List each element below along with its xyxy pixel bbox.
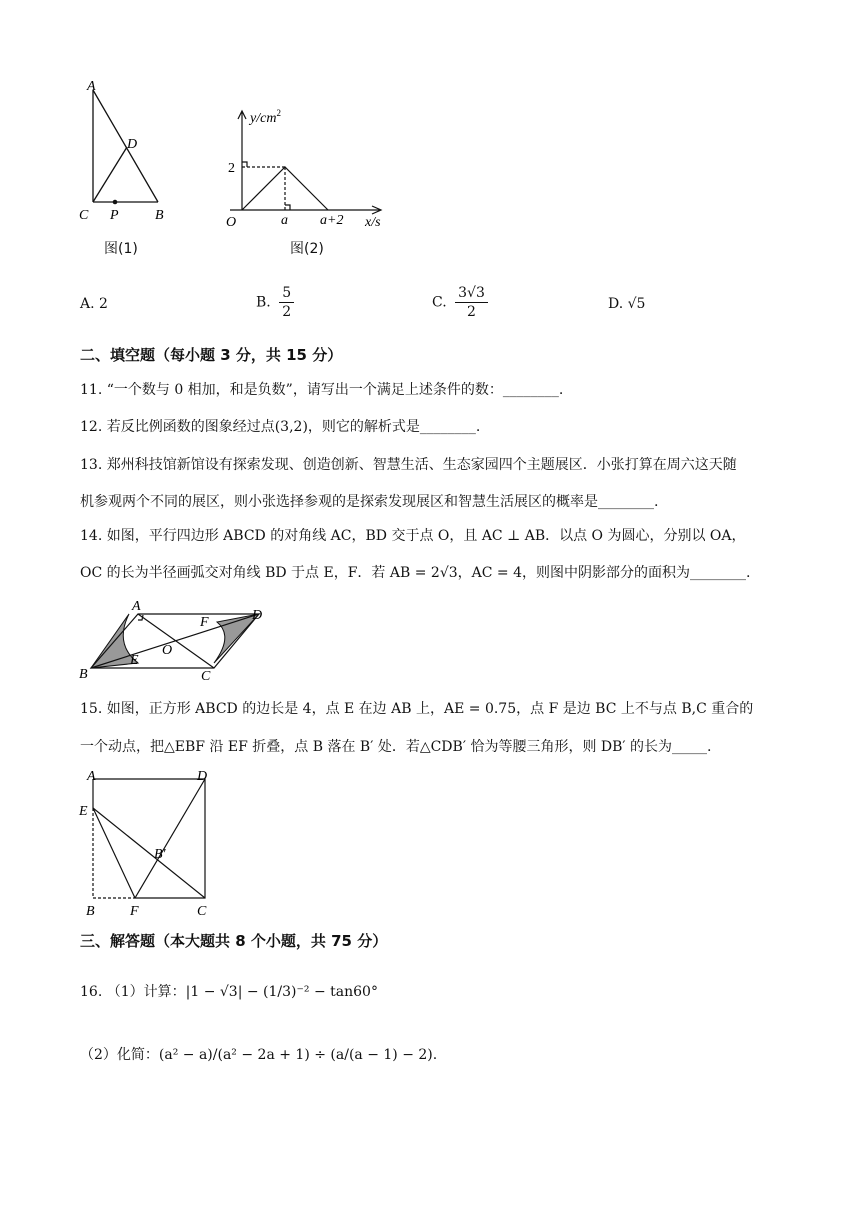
fig2-tick-a2: a+2 [320, 213, 344, 228]
fig2-origin: O [226, 215, 237, 230]
fig1-label-p: P [110, 208, 119, 223]
fig3-label-f: F [200, 615, 209, 630]
option-a: A. 2 [80, 296, 108, 312]
fig3-label-e: E [130, 653, 139, 668]
fig4-label-e: E [79, 804, 88, 819]
section-2-heading: 二、填空题（每小题 3 分，共 15 分） [80, 346, 343, 364]
fig2-tick-a: a [281, 213, 288, 228]
fig3-label-c: C [201, 669, 211, 684]
fig4-label-c: C [197, 904, 207, 918]
question-12: 12. 若反比例函数的图象经过点(3,2)，则它的解析式是________. [80, 419, 481, 435]
fig4-label-a: A [87, 769, 96, 784]
fig3-label-d: D [252, 608, 263, 623]
question-13-line-2: 机参观两个不同的展区，则小张选择参观的是探索发现展区和智慧生活展区的概率是________. [80, 494, 659, 510]
fig2-tick-2: 2 [228, 161, 235, 176]
fig1-label-a: A [87, 79, 96, 94]
fig1-label-b: B [155, 208, 164, 223]
fig3-label-o: O [162, 643, 173, 658]
figure-4 [76, 766, 221, 918]
fig4-label-b: B [86, 904, 95, 918]
question-16-part-1: 16. （1）计算：|1 − √3| − (1/3)⁻² − tan60° [80, 984, 378, 1000]
fig2-xlabel: x/s [365, 215, 381, 230]
fig4-label-d: D [197, 769, 208, 784]
figure-2 [220, 100, 395, 235]
figure-3 [76, 598, 276, 684]
fig2-ylabel: $y/cm^2$ [250, 108, 281, 126]
fig4-label-bp: B′ [154, 847, 166, 862]
fig2-caption: 图(2) [290, 241, 324, 257]
fig3-label-b: B [79, 667, 88, 682]
fig1-label-d: D [127, 137, 138, 152]
question-15-line-1: 15. 如图，正方形 ABCD 的边长是 4，点 E 在边 AB 上，AE = 0.75，点 F 是边 BC 上不与点 B,C 重合的 [80, 701, 754, 717]
option-c: C. $\frac{3√3}{2}$ [432, 284, 488, 321]
question-16-part-2: （2）化简：(a² − a)/(a² − 2a + 1) ÷ (a/(a − 1) − 2). [80, 1047, 438, 1063]
fig1-caption: 图(1) [104, 241, 138, 257]
figure-1 [76, 76, 176, 226]
fig1-label-c: C [79, 208, 89, 223]
question-14-line-2: OC 的长为半径画弧交对角线 BD 于点 E，F．若 AB = 2√3，AC = 4，则图中阴影部分的面积为________. [80, 565, 751, 581]
fig3-label-a: A [132, 599, 141, 614]
option-b: B. $\frac{5}{2}$ [256, 284, 294, 321]
question-15-line-2: 一个动点，把△EBF 沿 EF 折叠，点 B 落在 B′ 处．若△CDB′ 恰为等腰三角形，则 DB′ 的长为_____. [80, 739, 712, 755]
question-13-line-1: 13. 郑州科技馆新馆设有探索发现、创造创新、智慧生活、生态家园四个主题展区．小张打算在周六这天随 [80, 457, 737, 473]
question-14-line-1: 14. 如图，平行四边形 ABCD 的对角线 AC，BD 交于点 O，且 AC ⊥ AB．以点 O 为圆心，分别以 OA， [80, 528, 746, 544]
question-11: 11. “一个数与 0 相加，和是负数”，请写出一个满足上述条件的数：________. [80, 382, 564, 398]
option-d: D. √5 [608, 296, 646, 312]
section-3-heading: 三、解答题（本大题共 8 个小题，共 75 分） [80, 932, 388, 950]
fig4-label-f: F [130, 904, 139, 918]
